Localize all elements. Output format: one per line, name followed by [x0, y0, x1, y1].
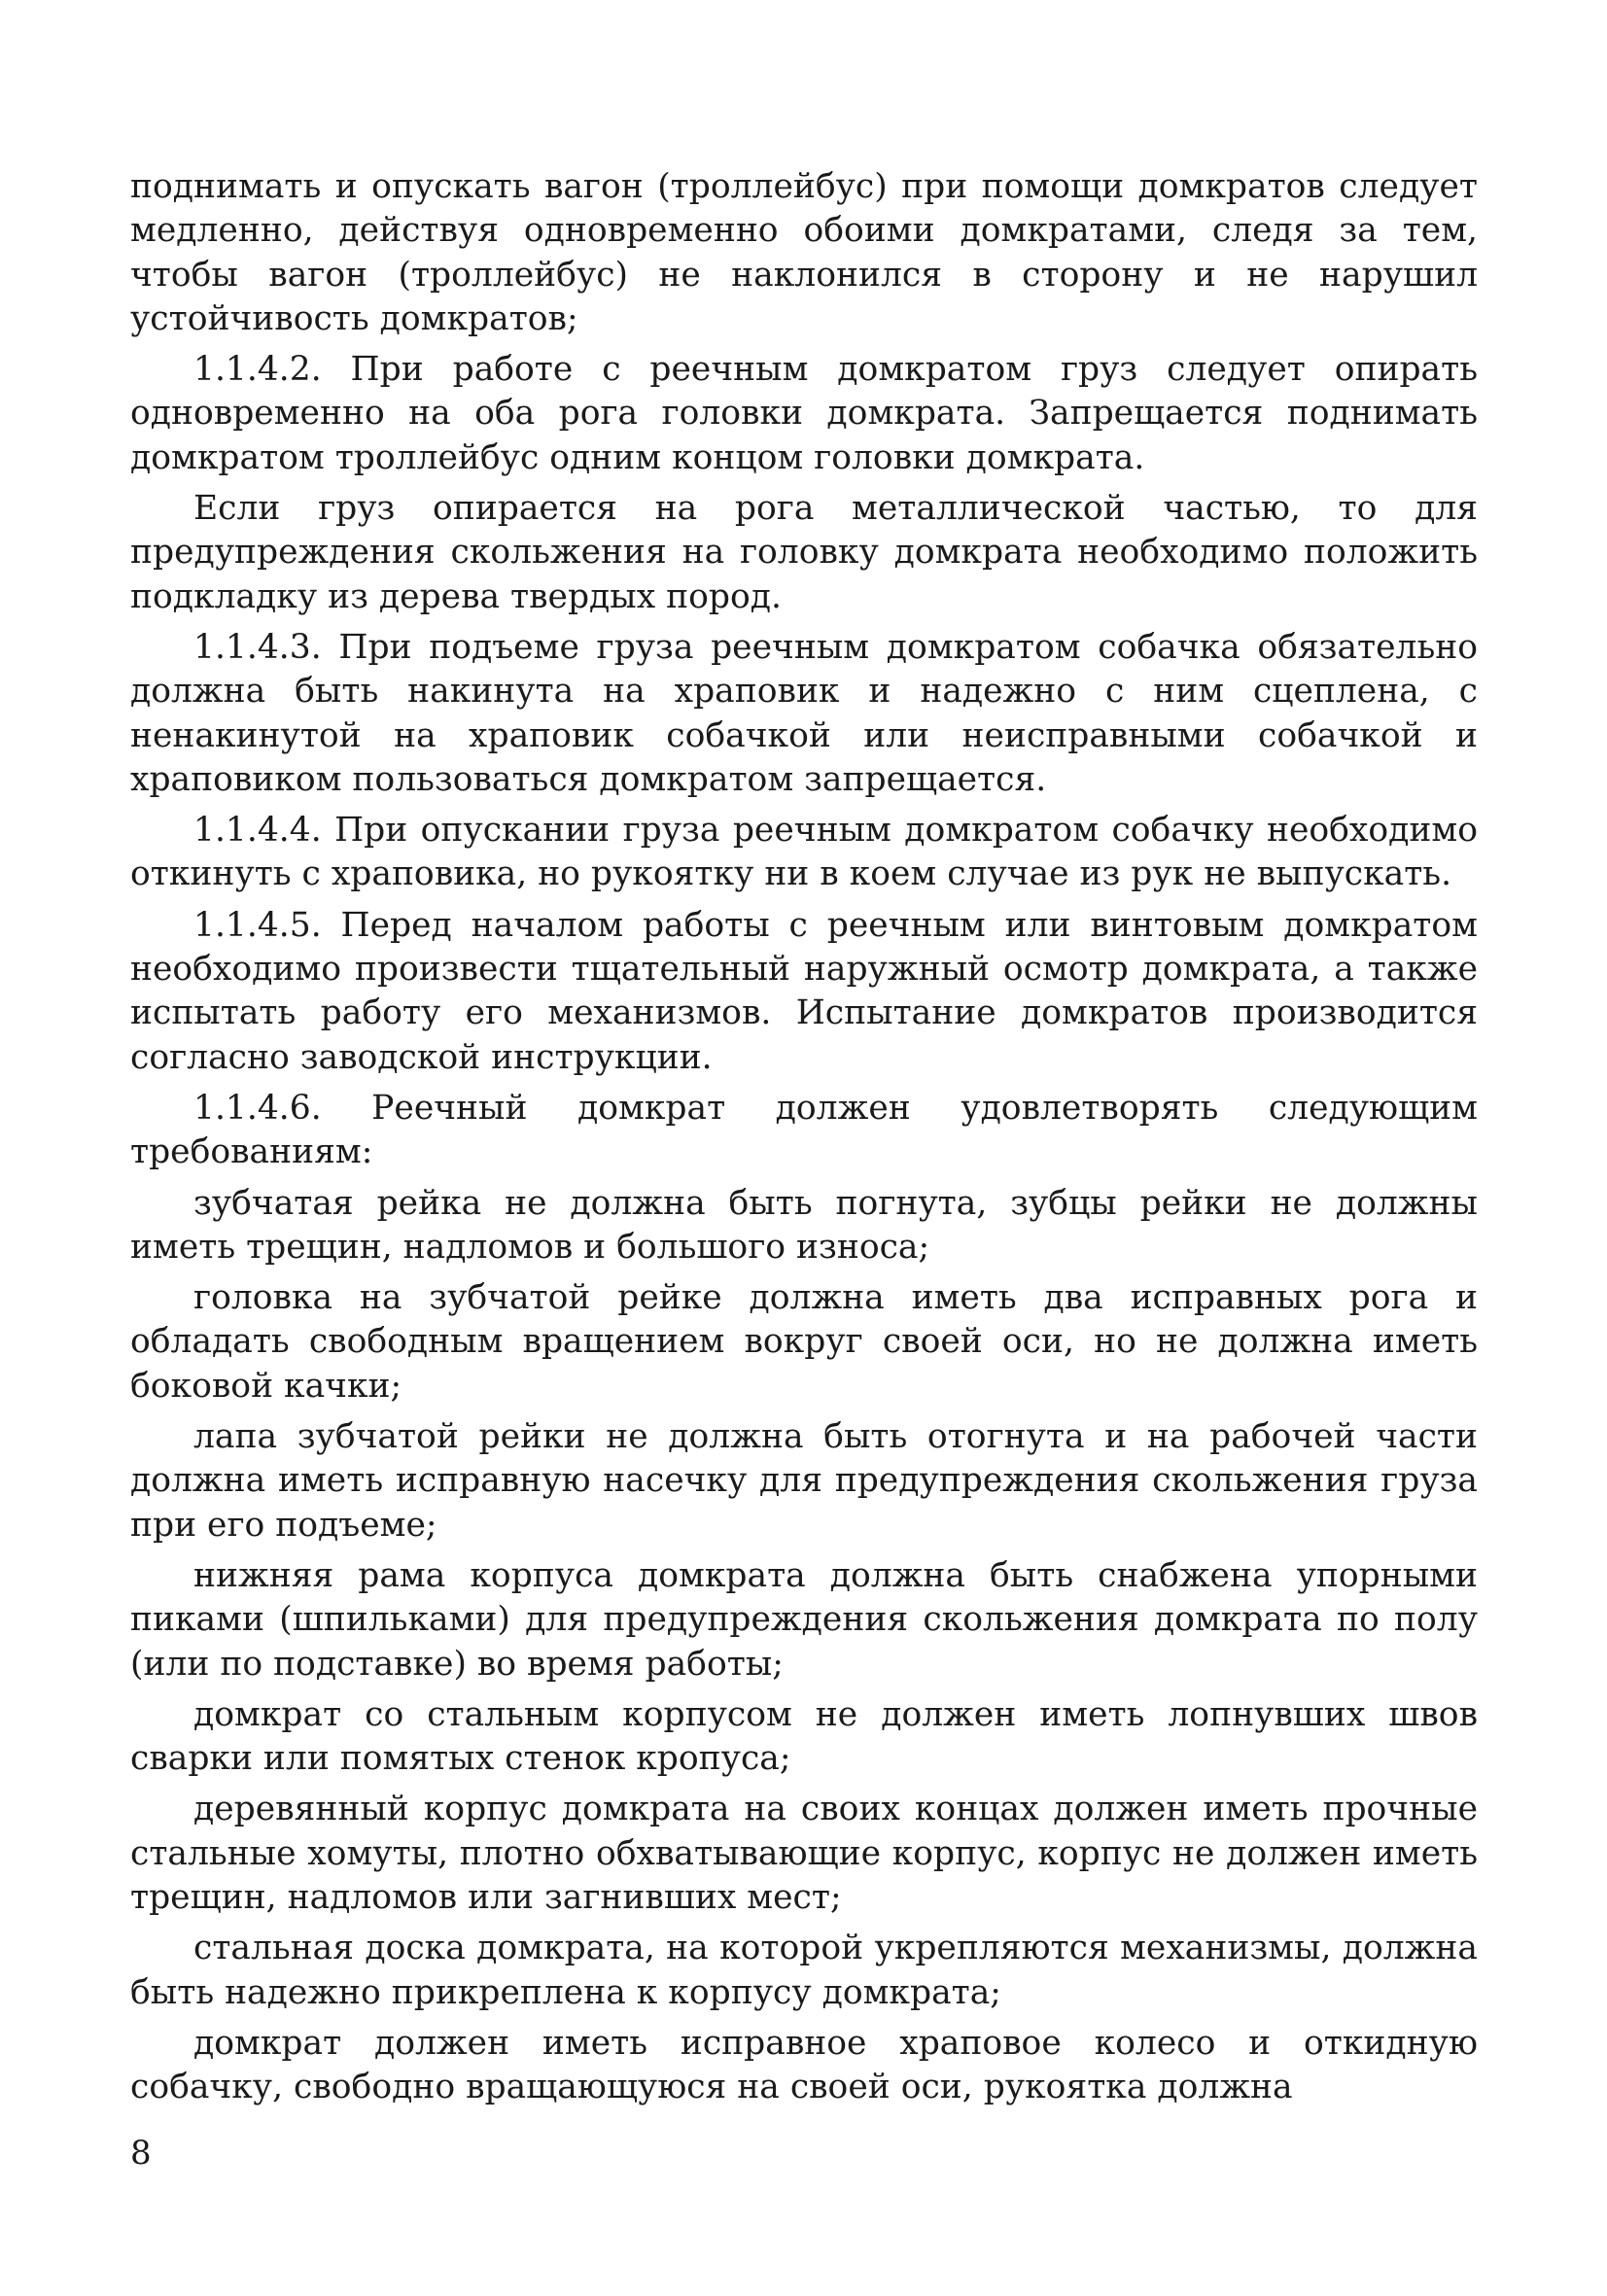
paragraph-1-1-4-2: 1.1.4.2. При работе с реечным домкратом груз следует опирать одновременно на оба рога головки домкрата. Запрещается поднимать домкратом троллейбус одним концом головки домкрата.	[130, 350, 1478, 477]
paragraph-1-1-4-6: 1.1.4.6. Реечный домкрат должен удовлетворять следующим требованиям:	[130, 1088, 1478, 1172]
paragraph-metal-part: Если груз опирается на рога металлической частью, то для предупреждения скольжения на головку домкрата необходимо положить подкладку из дерева твердых пород.	[130, 489, 1478, 616]
paragraph-1-1-4-4: 1.1.4.4. При опускании груза реечным домкратом собачку необходимо откинуть с храповика, но рукоятку ни в коем случае из рук не выпускать.	[130, 811, 1478, 894]
requirement-head: головка на зубчатой рейке должна иметь два исправных рога и обладать свободным вращением вокруг своей оси, но не должна иметь боковой качки;	[130, 1278, 1478, 1406]
page-number: 8	[130, 2134, 152, 2173]
paragraph-continuation: поднимать и опускать вагон (троллейбус) при помощи домкратов следует медленно, действуя одновременно обоими домкратами, следя за тем, чтобы вагон (троллейбус) не наклонился в сторону и не нарушил устойчивость домкратов;	[130, 167, 1478, 338]
requirement-foot: лапа зубчатой рейки не должна быть отогнута и на рабочей части должна иметь исправную насечку для предупреждения скольжения груза при его подъеме;	[130, 1417, 1478, 1545]
requirement-frame: нижняя рама корпуса домкрата должна быть снабжена упорными пиками (шпильками) для предупреждения скольжения домкрата по полу (или по подставке) во время работы;	[130, 1555, 1478, 1684]
requirement-steel-board: стальная доска домкрата, на которой укрепляются механизмы, должна быть надежно прикреплена к корпусу домкрата;	[130, 1929, 1478, 2012]
paragraph-1-1-4-5: 1.1.4.5. Перед началом работы с реечным или винтовым домкратом необходимо произвести тщательный наружный осмотр домкрата, а также испытать работу его механизмов. Испытание домкратов производится согласно заводской инструкции.	[130, 905, 1478, 1077]
requirement-ratchet: домкрат должен иметь исправное храповое колесо и откидную собачку, свободно вращающуюся на своей оси, рукоятка должна	[130, 2023, 1478, 2107]
requirement-wooden-body: деревянный корпус домкрата на своих концах должен иметь прочные стальные хомуты, плотно обхватывающие корпус, корпус не должен иметь трещин, надломов или загнивших мест;	[130, 1790, 1478, 1917]
requirement-rack: зубчатая рейка не должна быть погнута, зубцы рейки не должны иметь трещин, надломов и большого износа;	[130, 1183, 1478, 1267]
requirement-steel-body: домкрат со стальным корпусом не должен иметь лопнувших швов сварки или помятых стенок кропуса;	[130, 1694, 1478, 1779]
body-text	[130, 165, 1478, 2116]
paragraph-1-1-4-3: 1.1.4.3. При подъеме груза реечным домкратом собачка обязательно должна быть накинута на храповик и надежно с ним сцеплена, с ненакинутой на храповик собачкой или неисправными собачкой и храповиком пользоваться домкратом запрещается.	[130, 627, 1478, 799]
